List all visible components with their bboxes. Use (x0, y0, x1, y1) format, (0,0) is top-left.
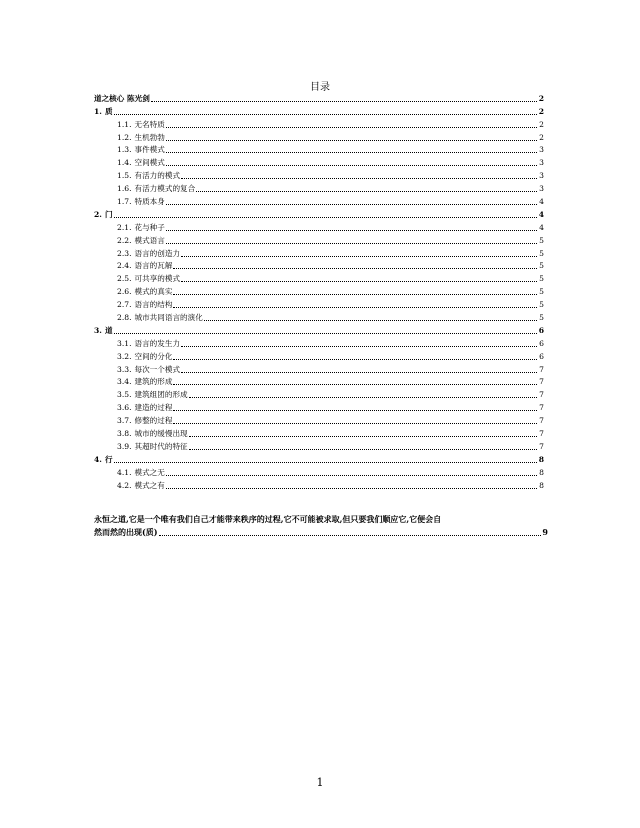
toc-title: 目录 (310, 82, 330, 93)
toc-entry-page: 2 (538, 106, 544, 116)
toc-entry[interactable] (94, 349, 544, 362)
toc-entry-number: 3.2. (117, 351, 132, 361)
dot-leader (166, 127, 537, 128)
toc-entry-number: 1.4. (117, 158, 132, 168)
toc-entry-title: 模式语言 (134, 235, 165, 245)
dot-leader (189, 436, 537, 437)
toc-entry-number: 2. (94, 209, 102, 219)
toc-entry-title: 门 (104, 209, 113, 219)
toc-entry-number: 3.1. (117, 338, 132, 348)
toc-entry[interactable] (94, 323, 544, 336)
toc-entry-number: 2.2. (117, 235, 132, 245)
toc-entry-number: 3.6. (117, 403, 132, 413)
toc-entry[interactable] (94, 104, 544, 117)
dot-leader (189, 449, 537, 450)
toc-entry-title: 建筑的形成 (134, 377, 173, 387)
dot-leader (181, 281, 537, 282)
dot-leader (181, 372, 537, 373)
dot-leader (151, 101, 537, 102)
toc-entry-title: 道之核心 陈光剑 (94, 93, 150, 103)
toc-entry-page: 6 (538, 325, 544, 335)
dot-leader (173, 423, 537, 424)
dot-leader (196, 191, 537, 192)
toc-entry[interactable] (94, 387, 544, 400)
toc-entry-page: 3 (539, 171, 544, 181)
toc-entry-final-text-line1: 永恒之道,它是一个唯有我们自己才能带来秩序的过程,它不可能被求取,但只要我们顺应它,它便会自 (94, 514, 442, 524)
toc-entry[interactable] (94, 336, 544, 349)
toc-entry[interactable] (94, 452, 544, 465)
toc-entry-number: 2.4. (117, 261, 132, 271)
toc-entry-page: 7 (539, 416, 544, 426)
toc-entry-page: 4 (539, 222, 544, 232)
toc-entry-title: 城市的缓慢出现 (134, 429, 188, 439)
dot-leader (166, 488, 537, 489)
toc-entry-page: 7 (539, 429, 544, 439)
toc-entry-title: 有活力的模式 (134, 171, 181, 181)
toc-entry-title: 空间模式 (134, 158, 165, 168)
toc-entry-title: 空间的分化 (134, 351, 173, 361)
toc-entry-page: 6 (539, 351, 544, 361)
toc-entry-number: 1. (94, 106, 102, 116)
toc-entry[interactable] (94, 310, 544, 323)
toc-entry-number: 1.1. (117, 119, 132, 129)
toc-entry-page: 8 (539, 480, 544, 490)
toc-entry-page: 8 (538, 454, 544, 464)
toc-entry-number: 1.5. (117, 171, 132, 181)
dot-leader (166, 140, 537, 141)
toc-entry-number: 4. (94, 454, 102, 464)
toc-entry-page: 7 (539, 441, 544, 451)
toc-entry-number: 1.2. (117, 132, 132, 142)
toc-entry-number: 2.1. (117, 222, 132, 232)
dot-leader (189, 397, 537, 398)
toc-entry-title: 模式的真实 (134, 287, 173, 297)
toc-entry-page: 4 (538, 209, 544, 219)
toc-entry-page: 5 (539, 300, 544, 310)
dot-leader (173, 268, 537, 269)
toc-entry-page: 5 (539, 313, 544, 323)
toc-entry-number: 3.8. (117, 429, 132, 439)
toc-entry-number: 3.4. (117, 377, 132, 387)
dot-leader (181, 256, 537, 257)
dot-leader (181, 178, 537, 179)
toc-entry-final-text-line2: 然而然的出现(质) (94, 527, 158, 537)
toc-entry-title: 修整的过程 (134, 416, 173, 426)
toc-entry-title: 建造的过程 (134, 403, 173, 413)
toc-entry-title: 有活力模式的复合 (134, 184, 196, 194)
toc-entry-title: 事件模式 (134, 145, 165, 155)
dot-leader (114, 333, 537, 334)
toc-entry-title: 花与种子 (134, 222, 165, 232)
toc-entry-page: 3 (539, 184, 544, 194)
toc-entry[interactable] (94, 220, 544, 233)
toc-entry-title: 建筑组团的形成 (134, 390, 188, 400)
toc-entry[interactable] (94, 259, 544, 272)
dot-leader (181, 346, 537, 347)
dot-leader (114, 217, 537, 218)
toc-entry-number: 1.3. (117, 145, 132, 155)
toc-entry[interactable] (94, 246, 544, 259)
toc-entry-number: 4.1. (117, 467, 132, 477)
toc-entry-page: 5 (539, 287, 544, 297)
toc-entry-title: 模式之有 (134, 480, 165, 490)
toc-entry-title: 语言的瓦解 (134, 261, 173, 271)
toc-entry[interactable] (94, 413, 544, 426)
toc-entry[interactable] (94, 168, 544, 181)
toc-entry-number: 2.5. (117, 274, 132, 284)
toc-entry-page: 3 (539, 145, 544, 155)
toc-entry-page: 7 (539, 403, 544, 413)
toc-entry-page: 7 (539, 364, 544, 374)
toc-entry[interactable] (94, 117, 544, 130)
dot-leader (166, 204, 537, 205)
dot-leader (166, 230, 537, 231)
dot-leader (166, 165, 537, 166)
dot-leader (114, 114, 537, 115)
toc-entry-page: 8 (539, 467, 544, 477)
toc-entry[interactable] (94, 465, 544, 478)
dot-leader (173, 294, 537, 295)
toc-list (94, 91, 544, 491)
toc-entry[interactable] (94, 91, 544, 104)
toc-entry-title: 生机勃勃 (134, 132, 165, 142)
toc-entry-page: 2 (538, 93, 544, 103)
toc-entry[interactable] (94, 271, 544, 284)
toc-entry-number: 2.8. (117, 313, 132, 323)
toc-entry[interactable] (94, 155, 544, 168)
toc-entry-number: 2.6. (117, 287, 132, 297)
dot-leader (166, 475, 537, 476)
toc-entry-title: 模式之无 (134, 467, 165, 477)
toc-entry-page: 6 (539, 338, 544, 348)
dot-leader (173, 384, 537, 385)
toc-entry-title: 语言的发生力 (134, 338, 181, 348)
toc-entry-page: 5 (539, 248, 544, 258)
toc-entry-title: 语言的结构 (134, 300, 173, 310)
toc-entry-page: 3 (539, 158, 544, 168)
toc-entry[interactable] (94, 284, 544, 297)
toc-entry-page: 2 (539, 132, 544, 142)
dot-leader (114, 462, 537, 463)
dot-leader (166, 152, 537, 153)
toc-entry-title: 道 (104, 325, 113, 335)
dot-leader (173, 410, 537, 411)
toc-entry-number: 3.3. (117, 364, 132, 374)
toc-entry[interactable] (94, 400, 544, 413)
toc-entry-number: 4.2. (117, 480, 132, 490)
toc-entry[interactable] (94, 207, 544, 220)
toc-entry-final[interactable] (94, 513, 548, 539)
toc-entry-page: 4 (539, 197, 544, 207)
toc-entry-title: 其超时代的特征 (134, 441, 188, 451)
toc-entry[interactable] (94, 297, 544, 310)
toc-entry-page: 5 (539, 261, 544, 271)
toc-entry-page: 2 (539, 119, 544, 129)
dot-leader (173, 307, 537, 308)
dot-leader (159, 535, 542, 536)
toc-entry-number: 3. (94, 325, 102, 335)
toc-entry[interactable] (94, 439, 544, 452)
toc-entry[interactable] (94, 181, 544, 194)
toc-entry-number: 2.3. (117, 248, 132, 258)
toc-entry-page: 7 (539, 390, 544, 400)
toc-entry[interactable] (94, 143, 544, 156)
toc-entry-number: 1.7. (117, 197, 132, 207)
toc-entry-title: 城市共同语言的演化 (134, 313, 203, 323)
toc-entry-number: 3.9. (117, 441, 132, 451)
toc-entry-final-page: 9 (542, 527, 548, 537)
toc-entry[interactable] (94, 194, 544, 207)
toc-entry-number: 2.7. (117, 300, 132, 310)
toc-entry-title: 特质本身 (134, 197, 165, 207)
toc-entry-title: 可共享的模式 (134, 274, 181, 284)
toc-entry-page: 5 (539, 274, 544, 284)
toc-entry[interactable] (94, 478, 544, 491)
toc-entry-title: 质 (104, 106, 113, 116)
toc-entry-title: 语言的创造力 (134, 248, 181, 258)
dot-leader (204, 320, 537, 321)
toc-entry-number: 1.6. (117, 184, 132, 194)
toc-entry-title: 行 (104, 454, 113, 464)
toc-entry-number: 3.5. (117, 390, 132, 400)
toc-entry[interactable] (94, 362, 544, 375)
toc-entry-page: 5 (539, 235, 544, 245)
toc-entry-page: 7 (539, 377, 544, 387)
toc-entry-title: 无名特质 (134, 119, 165, 129)
toc-entry[interactable] (94, 426, 544, 439)
toc-entry[interactable] (94, 130, 544, 143)
toc-entry[interactable] (94, 375, 544, 388)
toc-entry-title: 每次一个模式 (134, 364, 181, 374)
dot-leader (173, 359, 537, 360)
dot-leader (166, 243, 537, 244)
page-number: 1 (316, 776, 324, 789)
toc-entry[interactable] (94, 233, 544, 246)
toc-entry-number: 3.7. (117, 416, 132, 426)
